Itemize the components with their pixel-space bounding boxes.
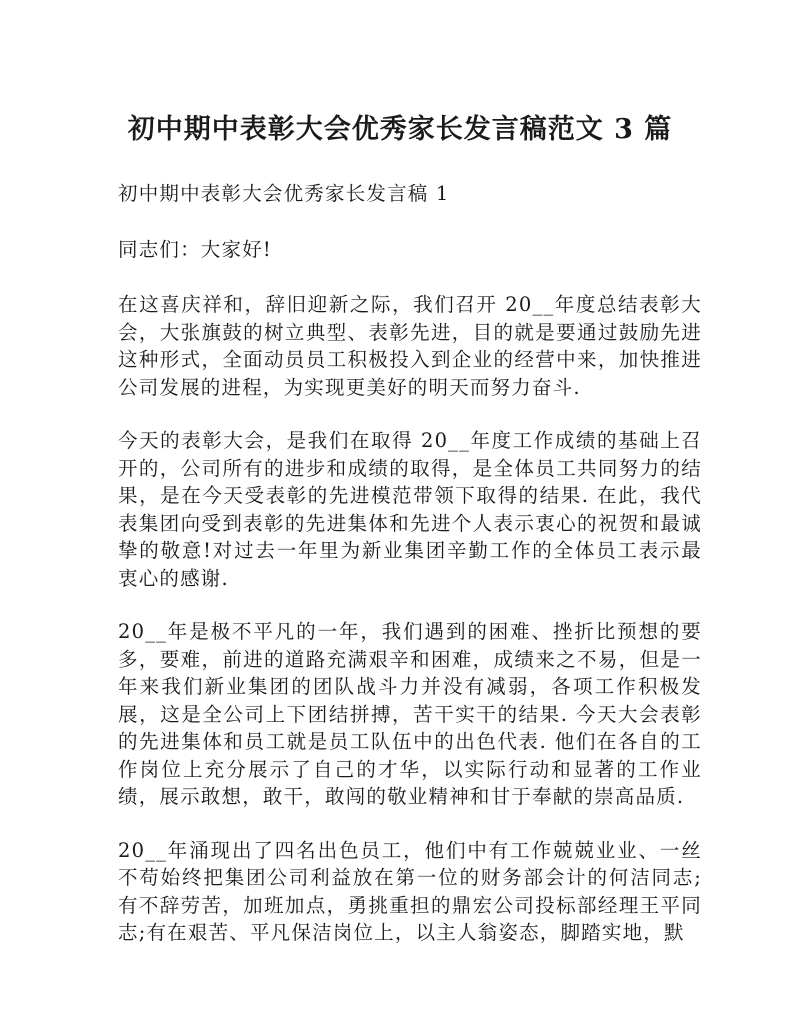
body-paragraph: 20__年是极不平凡的一年，我们遇到的困难、挫折比预想的要多，要难，前进的道路充满艰辛和困难，成绩来之不易，但是一年来我们新业集团的团队战斗力并没有减弱，各项工作积极发展，这是全公司上下团结拼搏，苦干实干的结果. 今天大会表彰的先进集体和员工就是员工队伍中的出色代表. 他们在各自的工作岗位上充分展示了自己的才华，以实际行动和显著的工作业绩，展示敢想，敢干，敢闯的敬业精神和甘于奉献的崇高品质.: [118, 620, 702, 808]
body-paragraph: 在这喜庆祥和，辞旧迎新之际，我们召开 20__年度总结表彰大会，大张旗鼓的树立典型、表彰先进，目的就是要通过鼓励先进这种形式，全面动员员工积极投入到企业的经营中来，加快推进公司发展的进程，为实现更美好的明天而努力奋斗.: [118, 293, 702, 399]
body-paragraph: 今天的表彰大会，是我们在取得 20__年度工作成绩的基础上召开的，公司所有的进步和成绩的取得，是全体员工共同努力的结果，是在今天受表彰的先进模范带领下取得的结果. 在此，我代表集团向受到表彰的先进集体和先进个人表示衷心的祝贺和最诚挚的敬意!对过去一年里为新业集团辛勤工作的全体员工表示最衷心的感谢.: [118, 429, 702, 590]
section-heading: 初中期中表彰大会优秀家长发言稿 1: [118, 182, 450, 205]
body-paragraph: 20__年涌现出了四名出色员工，他们中有工作兢兢业业、一丝不苟始终把集团公司利益放在第一位的财务部会计的何洁同志;有不辞劳苦，加班加点，勇挑重担的鼎宏公司投标部经理王平同志;有在艰苦、平凡保洁岗位上，以主人翁姿态，脚踏实地，默: [118, 838, 702, 944]
document-body: [118, 180, 702, 973]
greeting-line: 同志们：大家好!: [118, 237, 272, 261]
document-title: 初中期中表彰大会优秀家长发言稿范文 3 篇: [127, 114, 673, 145]
